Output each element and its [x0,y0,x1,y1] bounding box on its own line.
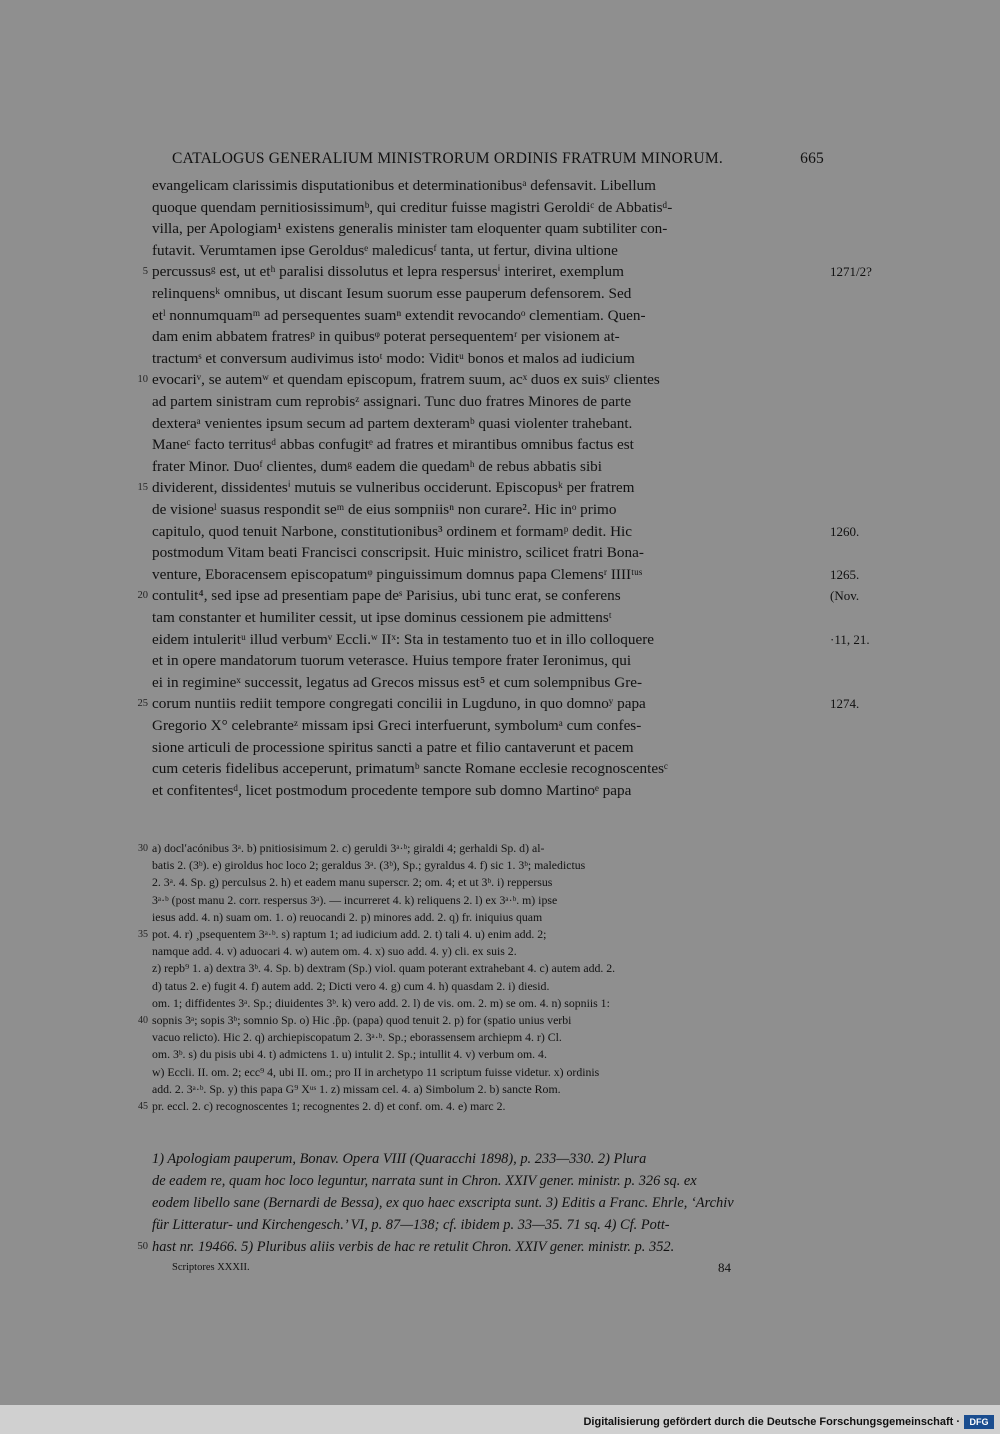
line-text: ei in regimineˣ successit, legatus ad Grecos missus est⁵ et cum solempnibus Gre- [152,673,643,691]
text-line [152,1098,822,1115]
line-text: für Litteratur- und Kirchengesch.’ VI, p. 87—138; cf. ibidem p. 33—35. 71 sq. 4) Cf. Pott- [152,1217,670,1233]
text-line [152,240,822,262]
margin-date: ·11, 21. [830,631,870,647]
line-text: z) repb⁹ 1. a) dextra 3ᵇ. 4. Sp. b) dextram (Sp.) viol. quam poterant extrahebant 4. c) autem add. 2. [152,961,616,976]
line-text: add. 2. 3ᵃ·ᵇ. Sp. y) this papa G⁹ Xᵘˢ 1. z) missam cel. 4. a) Simbolum 2. b) sancte Rom. [152,1081,561,1096]
text-line [152,391,822,413]
line-text: venture, Eboracensem episcopatumᵠ pinguissimum domnus papa Clemensʳ IIIIᵗᵘˢ [152,565,643,583]
line-text: dam enim abbatem fratresᵖ in quibusᵠ poterat persequentemʳ per visionem at- [152,328,620,346]
text-line [152,218,822,240]
text-line [152,1236,822,1258]
line-text: eodem libello sane (Bernardi de Bessa), ex quo haec exscripta sunt. 3) Editis a Franc. Ehrle, ‘Archiv [152,1195,734,1211]
line-text: Maneᶜ facto territusᵈ abbas confugitᵉ ad fratres et mirantibus omnibus factus est [152,436,634,454]
line-text: tam constanter et humiliter cessit, ut ipse dominus cessionem pie admittensᵗ [152,609,612,626]
line-text: ad partem sinistram cum reprobisᶻ assignari. Tunc duo fratres Minores de parte [152,393,632,410]
line-text: dividerent, dissidentesⁱ mutuis se vulneribus occiderunt. Episcopusᵏ per fratrem [152,479,635,497]
text-line [152,585,822,607]
text-line [152,261,822,283]
line-text: w) Eccli. II. om. 2; ecc⁹ 4, ubi II. om.; pro II in archetypo 11 scriptum fuisse videtur. x) ordinis [152,1064,600,1079]
line-text: capitulo, quod tenuit Narbone, constitutionibus³ ordinem et formamᵖ dedit. Hic [152,522,632,540]
text-line [152,737,822,759]
line-text: eidem intuleritᵘ illud verbumᵛ Eccli.ʷ IIˣ: Sta in testamento tuo et in illo colloquere [152,630,654,648]
text-line [152,874,822,891]
line-text: contulit⁴, sed ipse ad presentiam pape deˢ Parisius, ubi tunc erat, se conferens [152,587,621,605]
text-line [152,1012,822,1029]
line-text: pr. eccl. 2. c) recognoscentes 1; recognentes 2. d) et conf. om. 4. e) marc 2. [152,1099,506,1113]
line-text: namque add. 4. v) aduocari 4. w) autem om. 4. x) suo add. 4. y) cli. ex suis 2. [152,944,517,959]
line-text: a) doclʹacónibus 3ᵃ. b) pnitiosisimum 2. c) geruldi 3ᵃ·ᵇ; giraldi 4; gerhaldi Sp. d) al- [152,841,545,855]
line-text: vacuo relicto). Hic 2. q) archiepiscopatum 2. 3ᵃ·ᵇ. Sp.; eborassensem archiepm 4. r) Cl. [152,1030,562,1045]
running-header [172,150,824,168]
margin-date: 1274. [830,696,860,712]
line-text: 2. 3ᵃ. 4. Sp. g) perculsus 2. h) et eadem manu superscr. 2; om. 4; et ut 3ᵇ. i) reppersus [152,875,553,890]
line-text: percussusᵍ est, ut etʰ paralisi dissolutus et lepra respersusⁱ interiret, exemplum [152,263,624,281]
margin-date: 1271/2? [830,264,872,280]
text-line [152,1064,822,1081]
line-number: 40 [138,1015,148,1026]
line-text: relinquensᵏ omnibus, ut discant Iesum suorum esse pauperum defensorem. Sed [152,285,632,302]
margin-date: 1265. [830,566,860,582]
line-text: d) tatus 2. e) fugit 4. f) autem add. 2; Dicti vero 4. g) cum 4. h) quasdam 2. i) diesid. [152,978,550,993]
line-text: hast nr. 19466. 5) Pluribus aliis verbis de hac re retulit Chron. XXIV gener. ministr. p. 352. [152,1239,675,1255]
text-line [152,1081,822,1098]
text-line [152,197,822,219]
text-line [152,305,822,327]
line-number: 25 [137,698,148,710]
text-line [152,857,822,874]
text-line [152,1148,822,1170]
text-line [152,758,822,780]
line-text: 1) Apologiam pauperum, Bonav. Opera VIII (Quaracchi 1898), p. 233—330. 2) Plura [152,1151,647,1167]
line-number: 30 [138,843,148,854]
line-text: etˡ nonnumquamᵐ ad persequentes suamⁿ extendit revocandoᵒ clementiam. Quen- [152,306,646,324]
line-text: dexteraᵃ venientes ipsum secum ad partem dexteramᵇ quasi violenter trahebant. [152,414,633,432]
signature-right: 84 [718,1260,731,1275]
text-line [152,413,822,435]
line-text: om. 1; diffidentes 3ᵃ. Sp.; diuidentes 3ᵇ. k) vero add. 2. l) de vis. om. 2. m) se om. 4. n) sopniis 1: [152,995,610,1010]
text-line [152,1192,822,1214]
header-title: CATALOGUS GENERALIUM MINISTRORUM ORDINIS FRATRUM MINORUM. [172,150,723,167]
line-number: 50 [137,1241,148,1252]
text-line [152,693,822,715]
text-line [152,456,822,478]
line-text: villa, per Apologiam¹ existens generalis minister tam eloquenter quam subtiliter con- [152,220,668,238]
line-number: 10 [137,374,148,386]
text-line [152,521,822,543]
line-text: iesus add. 4. n) suam om. 1. o) reuocandi 2. p) minores add. 2. q) fr. iniquius quam [152,909,543,924]
text-line [152,909,822,926]
line-number: 35 [138,929,148,940]
text-line [152,175,822,197]
text-line [152,499,822,521]
text-line [152,672,822,694]
line-text: tractumˢ et conversum audivimus istoᵗ modo: Viditᵘ bonos et malos ad iudicium [152,349,635,367]
text-line [152,978,822,995]
line-text: de eadem re, quam hoc loco leguntur, narrata sunt in Chron. XXIV gener. ministr. p. 326 sq. ex [152,1173,697,1189]
text-line [152,607,822,629]
text-line [152,1029,822,1046]
dfg-logo: DFG [964,1415,994,1429]
text-line [152,892,822,909]
line-text: om. 3ᵇ. s) du pisis ubi 4. t) admictens 1. u) intulit 2. Sp.; intullit 4. v) verbum om. 4. [152,1047,547,1062]
line-text: frater Minor. Duoᶠ clientes, dumᵍ eadem die quedamʰ de rebus abbatis sibi [152,457,602,475]
line-text: cum ceteris fidelibus acceperunt, primatumᵇ sancte Romane ecclesie recognoscentesᶜ [152,760,668,778]
text-line [152,995,822,1012]
text-line [152,283,822,305]
text-line [152,926,822,943]
text-line [152,434,822,456]
text-line [152,960,822,977]
line-text: quoque quendam pernitiosissimumᵇ, qui creditur fuisse magistri Geroldiᶜ de Abbatisᵈ- [152,198,673,216]
line-text: 3ᵃ·ᵇ (post manu 2. corr. respersus 3ᵃ). — incurreret 4. k) reliquens 2. l) ex 3ᵃ·ᵇ. m) ipse [152,892,558,907]
text-line [152,650,822,672]
text-line [152,1170,822,1192]
text-line [152,715,822,737]
line-number: 20 [137,590,148,602]
line-text: sopnis 3ᵃ; sopis 3ᵇ; somnio Sp. o) Hic .p̃p. (papa) quod tenuit 2. p) for (spatio unius verbi [152,1013,572,1027]
line-text: pot. 4. r) ¸psequentem 3ᵃ·ᵇ. s) raptum 1; ad iudicium add. 2. t) tali 4. u) enim add. 2; [152,927,547,941]
line-text: evangelicam clarissimis disputationibus et determinationibusᵃ defensavit. Libellum [152,177,656,194]
text-line [152,348,822,370]
margin-date: 1260. [830,523,860,539]
line-text: evocariᵛ, se autemʷ et quendam episcopum, fratrem suum, acˣ duos ex suisʸ clientes [152,371,660,389]
text-line [152,542,822,564]
signature-left: Scriptores XXXII. [172,1262,250,1273]
line-number: 15 [137,482,148,494]
text-line [152,564,822,586]
text-line [152,1046,822,1063]
line-text: futavit. Verumtamen ipse Geroldusᵉ maledicusᶠ tanta, ut fertur, divina ultione [152,241,618,259]
line-text: sione articuli de processione spiritus sancti a patre et filio cantaverunt et pacem [152,738,634,756]
line-text: de visioneˡ suasus respondit seᵐ de eius sompniisⁿ non curare². Hic inᵒ primo [152,501,617,518]
page-number: 665 [800,150,824,167]
text-line [152,840,822,857]
text-line [152,477,822,499]
line-text: Gregorio X° celebranteᶻ missam ipsi Greci interfuerunt, symbolumᵃ cum confes- [152,717,642,734]
line-text: corum nuntiis rediit tempore congregati concilii in Lugduno, in quo domnoʸ papa [152,695,646,713]
text-line [152,780,822,802]
line-number: 5 [142,266,148,278]
line-number: 45 [138,1101,148,1112]
credit-bar [0,1412,1000,1432]
line-text: postmodum Vitam beati Francisci conscripsit. Huic ministro, scilicet fratri Bona- [152,544,644,562]
text-line [152,1214,822,1236]
line-text: batis 2. (3ᵇ). e) giroldus hoc loco 2; geraldus 3ᵃ. (3ᵇ), Sp.; gyraldus 4. f) sic 1. 3ᵇ; maledictus [152,858,586,873]
text-line [152,326,822,348]
margin-date: (Nov. [830,588,860,604]
line-text: et in opere mandatorum tuorum veterasce. Huius tempore frater Ieronimus, qui [152,652,632,670]
text-line [152,943,822,960]
text-line [152,629,822,651]
line-text: et confitentesᵈ, licet postmodum procedente tempore sub domno Martinoᵉ papa [152,781,632,799]
text-line [152,369,822,391]
credit-text: Digitalisierung gefördert durch die Deutsche Forschungsgemeinschaft · [583,1416,960,1428]
